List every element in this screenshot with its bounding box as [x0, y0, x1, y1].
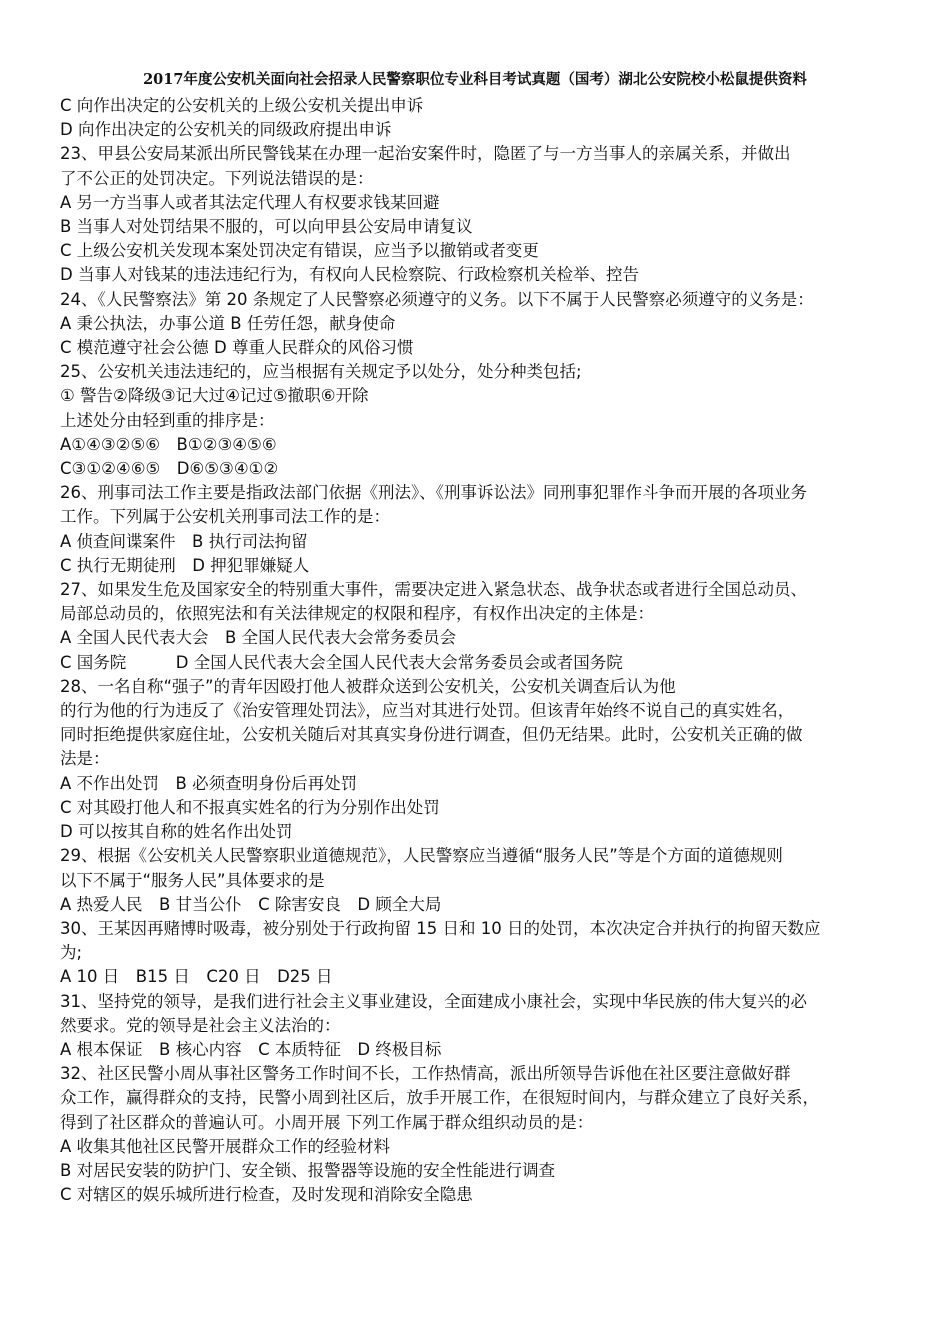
text-line: 23、甲县公安局某派出所民警钱某在办理一起治安案件时，隐匿了与一方当事人的亲属关系，并做出 — [60, 144, 791, 164]
text-line: 上述处分由轻到重的排序是： — [60, 410, 275, 430]
text-line: A 另一方当事人或者其法定代理人有权要求钱某回避 — [60, 192, 440, 212]
text-line: 同时拒绝提供家庭住址，公安机关随后对其真实身份进行调查，但仍无结果。此时，公安机关正确的做 — [60, 725, 803, 745]
text-line: C 对辖区的娱乐城所进行检查，及时发现和消除安全隐患 — [60, 1185, 473, 1205]
text-line: 众工作，赢得群众的支持，民警小周到社区后，放手开展工作，在很短时间内，与群众建立了良好关系， — [60, 1088, 819, 1108]
text-line: 局部总动员的，依照宪法和有关法律规定的权限和程序，有权作出决定的主体是： — [60, 604, 654, 624]
text-line: C 执行无期徒刑 D 押犯罪嫌疑人 — [60, 555, 310, 575]
text-line: 得到了社区群众的普遍认可。小周开展 下列工作属于群众组织动员的是： — [60, 1112, 594, 1132]
text-line: 了不公正的处罚决定。下列说法错误的是： — [60, 168, 374, 188]
document-body — [60, 94, 890, 1207]
text-line: 法是： — [60, 749, 110, 769]
text-line: A 10 日 B15 日 C20 日 D25 日 — [60, 967, 333, 987]
text-line: 32、社区民警小周从事社区警务工作时间不长，工作热情高，派出所领导告诉他在社区要注意做好群 — [60, 1064, 791, 1084]
text-line: ① 警告②降级③记大过④记过⑤撤职⑥开除 — [60, 386, 369, 406]
text-line: A 秉公执法，办事公道 B 任劳任怨，献身使命 — [60, 313, 396, 333]
text-line: 为; — [60, 943, 83, 963]
text-line: A 全国人民代表大会 B 全国人民代表大会常务委员会 — [60, 628, 457, 648]
text-line: C 对其殴打他人和不报真实姓名的行为分别作出处罚 — [60, 797, 440, 817]
text-line: D 当事人对钱某的违法违纪行为，有权向人民检察院、行政检察机关检举、控告 — [60, 265, 639, 285]
text-line: A 收集其他社区民警开展群众工作的经验材料 — [60, 1136, 391, 1156]
text-line: A 不作出处罚 B 必须查明身份后再处罚 — [60, 773, 358, 793]
text-line: D 向作出决定的公安机关的同级政府提出申诉 — [60, 120, 392, 140]
text-line: A 根本保证 B 核心内容 C 本质特征 D 终极目标 — [60, 1039, 442, 1059]
text-line: 工作。下列属于公安机关刑事司法工作的是： — [60, 507, 390, 527]
text-line: 29、根据《公安机关人民警察职业道德规范》，人民警察应当遵循“服务人民”等是个方面的道德规则 — [60, 846, 783, 866]
text-line: C 模范遵守社会公德 D 尊重人民群众的风俗习惯 — [60, 338, 414, 358]
text-line: 31、坚持党的领导，是我们进行社会主义事业建设，全面建成小康社会，实现中华民族的伟大复兴的必 — [60, 991, 807, 1011]
text-line: C 向作出决定的公安机关的上级公安机关提出申诉 — [60, 96, 424, 115]
text-line: D 可以按其自称的姓名作出处罚 — [60, 822, 293, 842]
page-header: 2017年度公安机关面向社会招录人民警察职位专业科目考试真题（国考）湖北公安院校小松鼠提供资料 — [143, 71, 807, 88]
text-line: 以下不属于“服务人民”具体要求的是 — [60, 870, 325, 890]
text-line: B 对居民安装的防护门、安全锁、报警器等设施的安全性能进行调查 — [60, 1160, 556, 1180]
text-line: 的行为他的行为违反了《治安管理处罚法》，应当对其进行处罚。但该青年始终不说自己的真实姓名， — [60, 701, 795, 721]
text-line: A 侦查间谍案件 B 执行司法拘留 — [60, 531, 308, 551]
text-line: 27、如果发生危及国家安全的特别重大事件，需要决定进入紧急状态、战争状态或者进行全国总动员、 — [60, 580, 807, 600]
text-line: 然要求。党的领导是社会主义法治的： — [60, 1015, 341, 1035]
text-line: C 国务院 D 全国人民代表大会全国人民代表大会常务委员会或者国务院 — [60, 652, 623, 672]
text-line: 30、王某因再赌博时吸毒，被分别处于行政拘留 15 日和 10 日的处罚，本次决定合并执行的拘留天数应 — [60, 918, 821, 938]
text-line: A①④③②⑤⑥ B①②③④⑤⑥ — [60, 434, 277, 454]
text-line: 24、《人民警察法》第 20 条规定了人民警察必须遵守的义务。以下不属于人民警察必须遵守的义务是： — [60, 289, 814, 309]
text-line: A 热爱人民 B 甘当公仆 C 除害安良 D 顾全大局 — [60, 894, 442, 914]
text-line: 26、刑事司法工作主要是指政法部门依据《刑法》、《刑事诉讼法》同刑事犯罪作斗争而开展的各项业务 — [60, 483, 807, 503]
text-line: 25、公安机关违法违纪的，应当根据有关规定予以处分，处分种类包括; — [60, 362, 582, 382]
text-line: C③①②④⑥⑤ D⑥⑤③④①② — [60, 459, 279, 479]
text-line: B 当事人对处罚结果不服的，可以向甲县公安局申请复议 — [60, 217, 473, 237]
text-line: 28、一名自称“强子”的青年因殴打他人被群众送到公安机关，公安机关调查后认为他 — [60, 676, 676, 696]
text-line: C 上级公安机关发现本案处罚决定有错误，应当予以撤销或者变更 — [60, 241, 539, 261]
